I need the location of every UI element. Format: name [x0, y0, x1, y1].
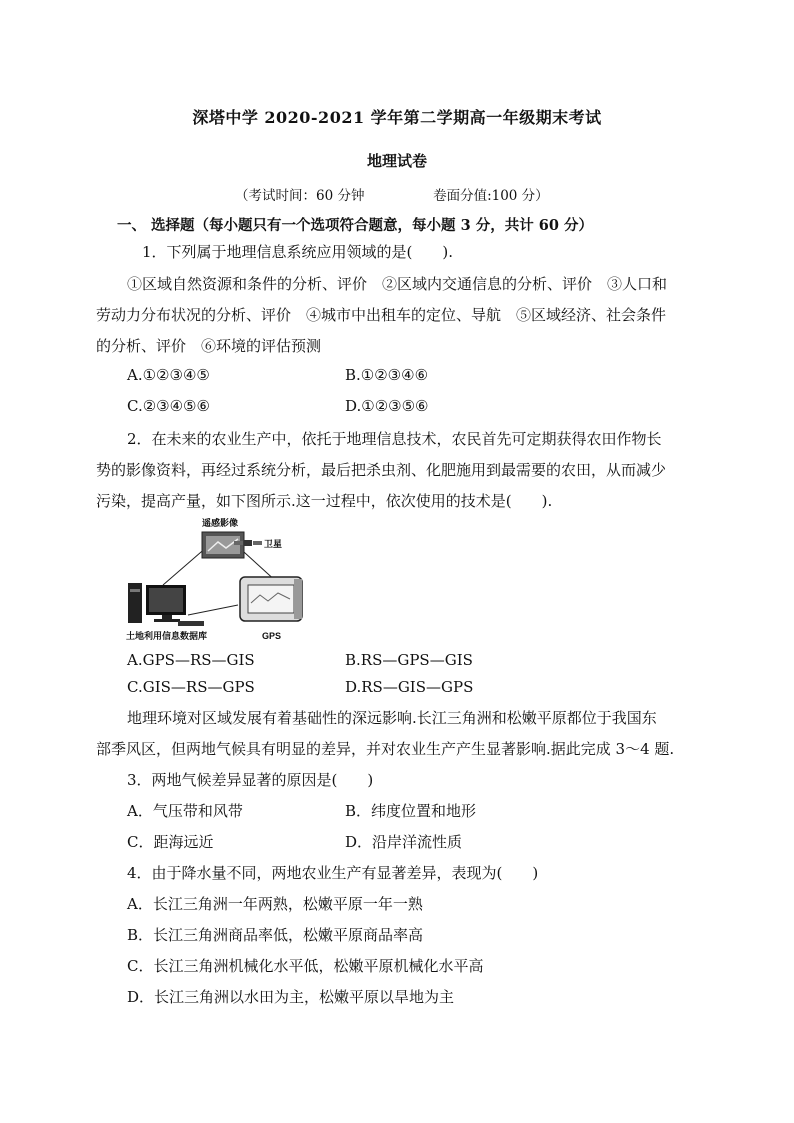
technology-diagram — [118, 515, 328, 645]
q2-line2: 势的影像资料，再经过系统分析，最后把杀虫剂、化肥施用到最需要的农田，从而减少 — [96, 461, 667, 479]
q1-line3: 的分析、评价 ⑥环境的评估预测 — [96, 337, 322, 355]
q2-option-c: C.GIS—RS—GPS — [127, 678, 255, 696]
q3-option-a: A．气压带和风带 — [127, 802, 243, 820]
q2-line1: 2．在未来的农业生产中，依托于地理信息技术，农民首先可定期获得农田作物长 — [127, 430, 662, 448]
q1-option-a: A.①②③④⑤ — [127, 366, 210, 384]
rs-label: 遥感影像 — [202, 518, 239, 528]
database-label: 土地利用信息数据库 — [126, 631, 208, 641]
q1-option-d: D.①②③⑤⑥ — [345, 397, 429, 415]
gps-device-icon — [240, 577, 302, 621]
exam-score: 卷面分值:100 分） — [433, 188, 549, 204]
q4-stem: 4．由于降水量不同，两地农业生产有显著差异，表现为( ) — [127, 864, 539, 882]
passage-line1: 地理环境对区域发展有着基础性的深远影响.长江三角洲和松嫩平原都位于我国东 — [127, 709, 657, 727]
technology-diagram-svg — [118, 515, 328, 645]
q3-stem: 3．两地气候差异显著的原因是( ) — [127, 771, 374, 789]
q2-option-d: D.RS—GIS—GPS — [345, 678, 474, 696]
q3-option-d: D．沿岸洋流性质 — [345, 833, 463, 851]
q1-line2: 劳动力分布状况的分析、评价 ④城市中出租车的定位、导航 ⑤区域经济、社会条件 — [96, 306, 667, 324]
exam-meta — [235, 184, 549, 204]
exam-time: （考试时间：60 分钟 — [235, 188, 365, 204]
passage-line2: 部季风区，但两地气候具有明显的差异，并对农业生产产生显著影响.据此完成 3～4 题. — [96, 740, 675, 758]
q1-line1: ①区域自然资源和条件的分析、评价 ②区域内交通信息的分析、评价 ③人口和 — [127, 275, 668, 293]
computer-icon — [128, 583, 204, 626]
q4-option-d: D．长江三角洲以水田为主，松嫩平原以旱地为主 — [127, 988, 455, 1006]
q2-line3: 污染，提高产量，如下图所示.这一过程中，依次使用的技术是( ). — [96, 492, 553, 510]
gps-label: GPS — [262, 631, 282, 641]
exam-title: 深塔中学 2020-2021 学年第二学期高一年级期末考试 — [192, 108, 602, 127]
q3-option-b: B．纬度位置和地形 — [345, 802, 477, 820]
section-heading: 一、 选择题（每小题只有一个选项符合题意，每小题 3 分，共计 60 分） — [117, 217, 594, 234]
q4-option-a: A．长江三角洲一年两熟，松嫩平原一年一熟 — [127, 895, 423, 913]
q2-option-b: B.RS—GPS—GIS — [345, 651, 473, 669]
q3-option-c: C．距海远近 — [127, 833, 214, 851]
q2-option-a: A.GPS—RS—GIS — [127, 651, 255, 669]
exam-subtitle: 地理试卷 — [366, 152, 427, 170]
q1-option-c: C.②③④⑤⑥ — [127, 397, 210, 415]
q1-stem: 1．下列属于地理信息系统应用领域的是( ). — [142, 243, 454, 261]
q1-option-b: B.①②③④⑥ — [345, 366, 429, 384]
q4-option-b: B．长江三角洲商品率低，松嫩平原商品率高 — [127, 926, 424, 944]
q4-option-c: C．长江三角洲机械化水平低，松嫩平原机械化水平高 — [127, 957, 484, 975]
satellite-label: 卫星 — [264, 539, 283, 549]
